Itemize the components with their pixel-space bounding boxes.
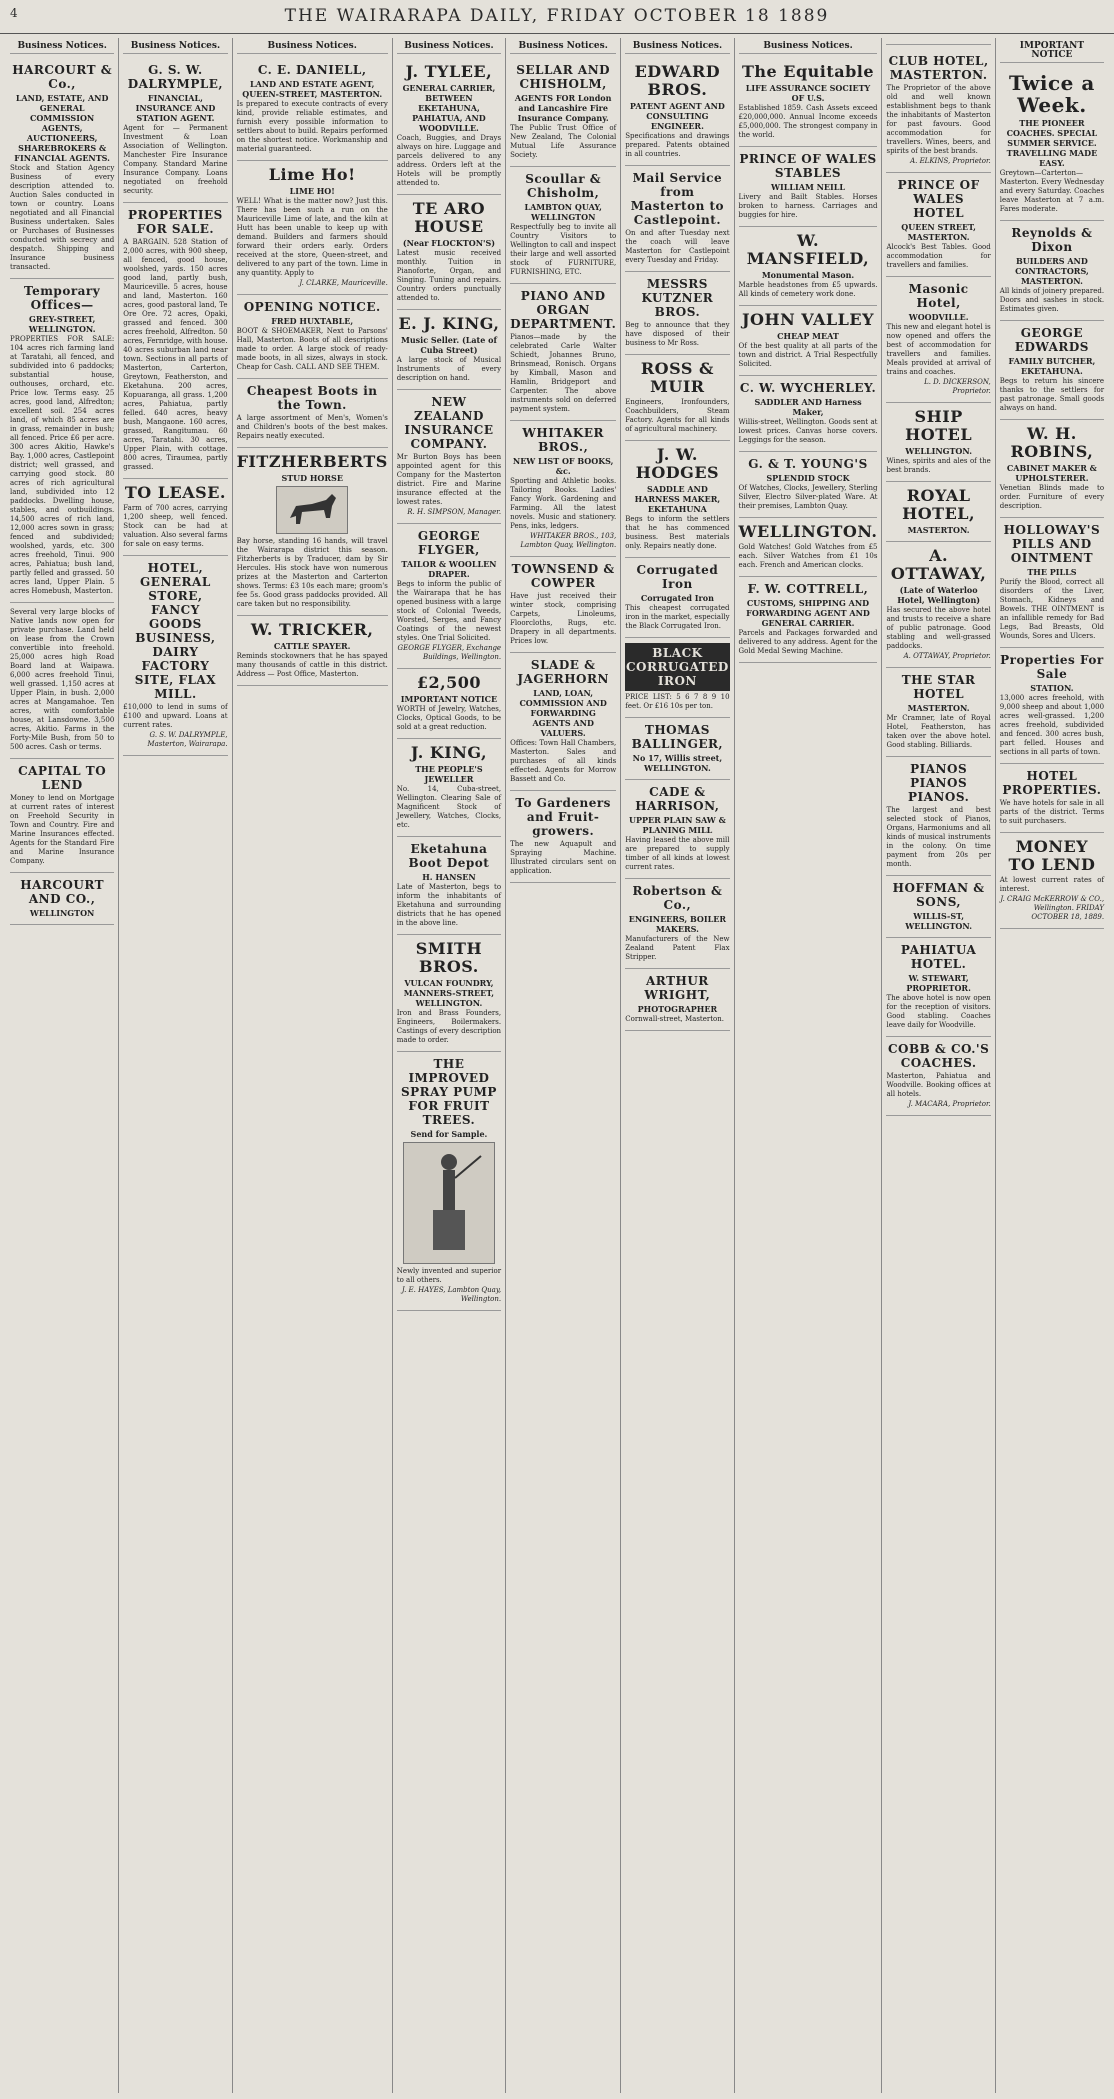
ad-title: FITZHERBERTS: [236, 452, 388, 471]
ad-body: Late of Masterton, begs to inform the inhabitants of Eketahuna and surrounding districts that he has opened in the above line.: [396, 883, 502, 927]
ad-title: Scoullar & Chisholm,: [525, 172, 602, 200]
ad-body: A large assortment of Men's, Women's and Children's boots of the best makes. Repairs neatly executed.: [236, 414, 388, 440]
column-heading: Business Notices.: [510, 42, 616, 54]
advertisement: [510, 421, 616, 557]
ad-body: Mr Cramner, late of Royal Hotel, Featherston, has taken over the above hotel. Good stabling. Billiards.: [886, 714, 991, 749]
ad-body: Is prepared to execute contracts of every kind, provide reliable estimates, and furnish every possible information to settlers about to build. Repairs performed on the shortest notice. Workmanship and material guaranteed.: [236, 100, 388, 153]
ad-body: Venetian Blinds made to order. Furniture of every description.: [999, 484, 1105, 510]
advertisement: [886, 277, 990, 403]
ad-title: To Gardeners and Fruit-growers.: [515, 796, 611, 838]
ad-subtitle: SADDLER AND Harness Maker,: [754, 397, 862, 417]
ad-body: Have just received their winter stock, comprising Carpets, Linoleums, Floorcloths, Rugs, etc. Drapery in all departments. Prices low.: [510, 592, 617, 645]
ad-title: E. J. KING,: [398, 314, 500, 333]
ad-body: Parcels and Packages forwarded and delivered to any address. Agent for the Gold Medal Sewing Machine.: [738, 629, 878, 655]
ad-signature: J. E. HAYES, Lambton Quay, Wellington.: [401, 1286, 502, 1303]
ad-body: Willis-street, Wellington. Goods sent at lowest prices. Canvas horse covers. Leggings for the season.: [738, 418, 878, 444]
advertisement: [1000, 648, 1104, 764]
advertisement: [625, 638, 729, 718]
ad-subtitle: Send for Sample.: [410, 1129, 488, 1139]
ad-title: Eketahuna Boot Depot: [408, 842, 490, 870]
ad-title: C. W. WYCHERLEY.: [739, 381, 877, 395]
ad-title: J. KING,: [410, 743, 488, 762]
ad-body: Beg to announce that they have disposed of their business to Mr Ross.: [625, 321, 730, 347]
column-heading: IMPORTANT NOTICE: [1000, 42, 1104, 63]
ad-subtitle: CUSTOMS, SHIPPING AND FORWARDING AGENT AND GENERAL CARRIER.: [746, 598, 870, 628]
spray-pump-illustration: [403, 1142, 495, 1264]
ad-body: Farm of 700 acres, carrying 1,200 sheep, well fenced. Stock can be had at valuation. Also several farms for sale on easy terms.: [123, 504, 228, 548]
ad-body: A large stock of Musical Instruments of every description on hand.: [396, 356, 502, 382]
advertisement: [886, 542, 990, 668]
ad-subtitle: CATTLE SPAYER.: [273, 641, 351, 651]
advertisement: [886, 482, 990, 542]
ad-title: OPENING NOTICE.: [243, 300, 381, 314]
ad-body: The Public Trust Office of New Zealand, The Colonial Mutual Life Assurance Society.: [510, 124, 617, 159]
ad-subtitle: LAND, ESTATE, AND GENERAL COMMISSION AGENTS, AUCTIONEERS, SHAREBROKERS & FINANCIAL AGENTS.: [14, 93, 110, 163]
ad-title: A. OTTAWAY,: [890, 546, 987, 583]
ad-title: HOLLOWAY'S PILLS AND OINTMENT: [1003, 523, 1101, 565]
ad-subtitle: GENERAL CARRIER, BETWEEN EKETAHUNA, PAHIATUA, AND WOODVILLE.: [402, 83, 496, 133]
ad-subtitle: MASTERTON.: [907, 525, 970, 535]
advertisement: [123, 556, 227, 756]
column-7: [735, 38, 883, 2093]
ad-subtitle: THE PEOPLE'S JEWELLER: [415, 764, 483, 784]
ad-body: Greytown—Carterton—Masterton. Every Wednesday and every Saturday. Coaches leave Masterton at 7 a.m. Fares moderate.: [999, 169, 1105, 213]
ad-title: TO LEASE.: [124, 483, 226, 502]
ad-body: Several very large blocks of Native lands now open for private purchase. Land held on lease from the Crown convertible into freehold. 25,000 acres high Road Board land at Waipawa. 6,000 acres freehold Tinui, well grassed. 1,150 acres at Upper Plain, in bush. 2,000 acres at Mangamahoe. Ten acres, with comfortable house, at Lansdowne. 3,500 acres, Akitio. Farms in the Forty-Mile Bush, from 50 to 500 acres. Cash or terms.: [10, 608, 115, 751]
ad-signature: A. OTTAWAY, Proprietor.: [903, 652, 991, 660]
advertisement: [1000, 833, 1104, 929]
ad-body: Alcock's Best Tables. Good accommodation for travellers and families.: [886, 243, 991, 269]
ad-body: Has secured the above hotel and trusts to receive a share of public patronage. Good stabling and well-grassed paddocks.: [886, 606, 991, 650]
advertisement: [397, 58, 501, 195]
column-heading: Business Notices.: [739, 42, 878, 54]
ad-title: TE ARO HOUSE: [412, 199, 486, 236]
ad-title: Reynolds & Dixon: [1011, 226, 1093, 254]
ad-body: Specifications and drawings prepared. Patents obtained in all countries.: [625, 132, 730, 158]
ad-title: PRINCE OF WALES STABLES: [739, 152, 877, 180]
ad-title: W. TRICKER,: [250, 620, 374, 639]
ad-title: The Equitable: [741, 62, 875, 81]
advertisement: [1000, 67, 1104, 221]
horse-illustration: [276, 486, 348, 534]
column-3: [233, 38, 393, 2093]
advertisement: [625, 58, 729, 166]
ad-subtitle: (Late of Waterloo Hotel, Wellington): [897, 585, 981, 605]
ad-subtitle: THE PIONEER COACHES. SPECIAL SUMMER SERVICE. TRAVELLING MADE EASY.: [1006, 118, 1098, 168]
ad-title: F. W. COTTRELL,: [747, 582, 869, 596]
ad-signature: A. ELKINS, Proprietor.: [910, 157, 991, 165]
ad-body: Money to lend on Mortgage at current rates of interest on Freehold Security in Town and Country. Fire and Marine Insurances effected. Agents for the Standard Fire and Marine Insurance Company.: [10, 794, 115, 865]
ad-title: SMITH BROS.: [415, 939, 483, 976]
ad-subtitle: LAMBTON QUAY, WELLINGTON: [524, 202, 602, 222]
ad-body: Marble headstones from £5 upwards. All kinds of cemetery work done.: [738, 281, 878, 298]
advertisement: [1000, 420, 1104, 518]
ad-body: Coach, Buggies, and Drays always on hire. Luggage and parcels delivered to any address. Orders left at the Hotels will be promptly attended to.: [396, 134, 502, 187]
ad-body: BOOT & SHOEMAKER, Next to Parsons' Hall, Masterton. Boots of all descriptions made to order. A large stock of ready-made boots, in all sizes, always in stock. Cheap for Cash. CALL AND SEE THEM.: [236, 327, 388, 371]
ad-title: J. W. HODGES: [635, 445, 720, 482]
advertisement: [625, 780, 729, 879]
advertisement: [397, 390, 501, 524]
ad-title: PAHIATUA HOTEL.: [900, 943, 977, 971]
column-heading: Business Notices.: [625, 42, 729, 54]
ad-subtitle: BUILDERS AND CONTRACTORS, MASTERTON.: [1015, 256, 1089, 286]
advertisement: [237, 448, 388, 616]
advertisement: [1000, 518, 1104, 648]
ad-subtitle: WELLINGTON: [29, 908, 95, 918]
advertisement: [625, 166, 729, 272]
advertisement: [625, 441, 729, 558]
advertisement: [123, 479, 227, 556]
ad-body: Pianos—made by the celebrated Carle Walter Schiedt, Johannes Bruno, Brinsmead, Ronisch. Organs by Kimball, Mason and Hamlin, Bridgeport and Carpenter. The above instruments sold on deferred payment system.: [510, 333, 617, 413]
ad-body: At lowest current rates of interest.: [999, 876, 1105, 893]
ad-title: THOMAS BALLINGER,: [631, 723, 724, 751]
page-number: 4: [10, 6, 20, 20]
ad-signature: L. D. DICKERSON, Proprietor.: [924, 378, 991, 395]
advertisement: [237, 58, 388, 161]
advertisement: [625, 969, 729, 1031]
column-4: [393, 38, 506, 2093]
advertisement: [886, 938, 990, 1037]
advertisement: [1000, 221, 1104, 321]
ad-subtitle: FAMILY BUTCHER, EKETAHUNA.: [1008, 356, 1096, 376]
ad-title: COBB & CO.'S COACHES.: [887, 1042, 990, 1070]
column-heading: Business Notices.: [123, 42, 227, 54]
ad-title: ROYAL HOTEL,: [902, 486, 976, 523]
column-5: [506, 38, 621, 2093]
ad-title: GEORGE FLYGER,: [417, 529, 481, 557]
ad-body: Bay horse, standing 16 hands, will travel the Wairarapa district this season. Fitzherberts is by Traducer, dam by Sir Hercules. His stock have won numerous prizes at the Masterton and Carterton shows. Terms: £3 10s each mare; groom's fee 5s. Good grass paddocks provided. All care taken but no responsibility.: [236, 537, 388, 608]
ad-title: EDWARD BROS.: [634, 62, 721, 99]
ad-body: 13,000 acres freehold, with 9,000 sheep and about 1,000 acres well-grassed. 1,200 acres freehold, subdivided and fenced. 300 acres bush, part felled. Houses and sections in all parts of town.: [999, 694, 1105, 756]
ad-subtitle: Corrugated Iron: [640, 593, 714, 603]
ad-title: C. E. DANIELL,: [257, 63, 367, 77]
advertisement: [510, 167, 616, 284]
ad-subtitle: SADDLE AND HARNESS MAKER, EKETAHUNA: [634, 484, 721, 514]
ad-subtitle: UPPER PLAIN SAW & PLANING MILL: [628, 815, 726, 835]
ad-subtitle: WOODVILLE.: [908, 312, 969, 322]
ad-subtitle: LAND, LOAN, COMMISSION AND FORWARDING AGENTS AND VALUERS.: [519, 688, 607, 738]
column-6: [621, 38, 734, 2093]
advertisement: [886, 1037, 990, 1116]
ad-body: Respectfully beg to invite all Country Visitors to Wellington to call and inspect their large and well assorted stock of FURNITURE, FURNISHING, ETC.: [510, 223, 617, 276]
advertisement: [886, 668, 990, 757]
ad-title: HOFFMAN & SONS,: [892, 881, 985, 909]
ad-subtitle: CHEAP MEAT: [777, 331, 839, 341]
advertisement: [397, 669, 501, 739]
ad-body: Offices: Town Hall Chambers, Masterton. Sales and purchases of all kinds effected. Agents for Morrow Bassett and Co.: [510, 739, 617, 783]
ad-body: The new Aquapult and Spraying Machine. Illustrated circulars sent on application.: [510, 840, 617, 875]
ad-signature: J. CRAIG McKERROW & CO., Wellington. FRIDAY OCTOBER 18, 1889.: [1000, 895, 1105, 921]
ad-body: Begs to inform the settlers that he has commenced business. Best materials only. Repairs neatly done.: [625, 515, 730, 550]
advertisement: [397, 524, 501, 669]
advertisement: [1000, 764, 1104, 833]
ad-title: Properties For Sale: [1000, 653, 1104, 681]
advertisement: [237, 295, 388, 379]
advertisement: [10, 279, 114, 603]
ad-title: TOWNSEND & COWPER: [511, 562, 615, 590]
columns-container: [6, 38, 1108, 2093]
advertisement: [739, 577, 878, 663]
advertisement: [886, 757, 990, 876]
ad-title: WELLINGTON.: [738, 522, 878, 541]
column-8: [882, 38, 995, 2093]
ad-subtitle: STUD HORSE: [281, 473, 343, 483]
ad-subtitle: FINANCIAL, INSURANCE AND STATION AGENT.: [135, 93, 216, 123]
ad-signature: J. CLARKE, Mauriceville.: [299, 279, 388, 287]
ad-title: BLACK CORRUGATED IRON: [625, 643, 729, 691]
advertisement: [625, 879, 729, 969]
ad-subtitle: PHOTOGRAPHER: [637, 1004, 718, 1014]
ad-subtitle: WELLINGTON.: [905, 446, 972, 456]
ad-body: Cornwall-street, Masterton.: [625, 1015, 724, 1023]
ad-subtitle: W. STEWART, PROPRIETOR.: [906, 973, 971, 993]
advertisement: [886, 173, 990, 277]
column-1: [6, 38, 119, 2093]
ad-title: Corrugated Iron: [636, 563, 719, 591]
ad-title: CAPITAL TO LEND: [18, 764, 107, 792]
ad-subtitle: No 17, Willis street, WELLINGTON.: [632, 753, 723, 773]
ad-title: HOTEL PROPERTIES.: [1002, 769, 1102, 797]
ad-body: Purify the Blood, correct all disorders of the Liver, Stomach, Kidneys and Bowels. THE OINTMENT is an infallible remedy for Bad Legs, Bad Breasts, Old Wounds, Sores and Ulcers.: [999, 578, 1105, 640]
ad-subtitle: FRED HUXTABLE,: [271, 316, 354, 326]
advertisement: [510, 653, 616, 791]
advertisement: [625, 272, 729, 355]
ad-title: HARCOURT & Co.,: [12, 63, 113, 91]
ad-signature: J. MACARA, Proprietor.: [908, 1100, 991, 1108]
ad-subtitle: IMPORTANT NOTICE: [400, 694, 498, 704]
advertisement: [739, 376, 878, 452]
ad-subtitle: H. HANSEN: [422, 872, 476, 882]
advertisement: [397, 310, 501, 390]
ad-title: Lime Ho!: [268, 165, 356, 184]
ad-title: Cheapest Boots in the Town.: [246, 384, 378, 412]
ad-signature: G. S. W. DALRYMPLE, Masterton, Wairarapa.: [147, 731, 228, 748]
ad-title: Mail Service from Masterton to Castlepoint.: [630, 171, 725, 227]
ad-body: Iron and Brass Founders, Engineers, Boilermakers. Castings of every description made to order.: [396, 1009, 502, 1044]
advertisement: [739, 227, 878, 306]
advertisement: [10, 759, 114, 873]
advertisement: [510, 58, 616, 167]
ad-title: PIANOS PIANOS PIANOS.: [907, 762, 970, 804]
ad-title: WHITAKER BROS.,: [522, 426, 604, 454]
masthead: [0, 6, 1114, 40]
ad-body: The above hotel is now open for the reception of visitors. Good stabling. Coaches leave daily for Woodville.: [886, 994, 991, 1029]
advertisement: [1000, 321, 1104, 420]
ad-title: J. TYLEE,: [405, 62, 493, 81]
ad-title: G. S. W. DALRYMPLE,: [127, 63, 224, 91]
advertisement: [397, 837, 501, 935]
ad-body: Manufacturers of the New Zealand Patent Flax Stripper.: [625, 935, 730, 961]
ad-body: PRICE LIST: 5 6 7 8 9 10 feet. Or £16 10s per ton.: [625, 693, 730, 710]
ad-title: MESSRS KUTZNER BROS.: [641, 277, 714, 319]
advertisement: [739, 58, 878, 147]
ad-title: Masonic Hotel,: [908, 282, 969, 310]
column-heading: Business Notices.: [397, 42, 501, 54]
ad-body: Having leased the above mill are prepared to supply timber of all kinds at lowest current rates.: [625, 836, 730, 871]
column-heading: [886, 42, 990, 45]
ad-title: CLUB HOTEL, MASTERTON.: [888, 54, 989, 82]
ad-body: Agent for — Permanent Investment & Loan Association of Wellington. Manchester Fire Insurance Company. Standard Marine Insurance Company. Loans negotiated on freehold security.: [123, 124, 228, 195]
ad-body: Gold Watches! Gold Watches from £5 each. Silver Watches from £1 10s each. French and American clocks.: [738, 543, 878, 569]
ad-title: £2,500: [416, 673, 482, 692]
ad-subtitle: THE PILLS: [1027, 567, 1077, 577]
advertisement: [237, 616, 388, 686]
advertisement: [510, 284, 616, 421]
advertisement: [123, 203, 227, 479]
ad-body: Latest music received monthly. Tuition in Pianoforte, Organ, and Singing. Tuning and repairs. Country orders punctually attended to.: [396, 249, 502, 302]
ad-body: All kinds of joinery prepared. Doors and sashes in stock. Estimates given.: [999, 287, 1105, 313]
ad-body: Established 1859. Cash Assets exceed £20,000,000. Annual Income exceeds £5,000,000. The strongest company in the world.: [738, 104, 878, 139]
advertisement: [237, 161, 388, 295]
ad-title: THE STAR HOTEL: [901, 673, 976, 701]
ad-subtitle: LAND AND ESTATE AGENT, QUEEN-STREET, MASTERTON.: [242, 79, 383, 99]
advertisement: [625, 558, 729, 638]
advertisement: [625, 718, 729, 780]
column-9: [996, 38, 1108, 2093]
ad-body: We have hotels for sale in all parts of the district. Terms to suit purchasers.: [999, 799, 1105, 825]
ad-title: THE IMPROVED SPRAY PUMP FOR FRUIT TREES.: [400, 1057, 497, 1127]
ad-subtitle: WILLIAM NEILL: [771, 182, 845, 192]
ad-title: SLADE & JAGERHORN: [517, 658, 609, 686]
ad-title: PRINCE OF WALES HOTEL: [897, 178, 980, 220]
ad-subtitle: VULCAN FOUNDRY, MANNERS-STREET, WELLINGTON.: [403, 978, 495, 1008]
ad-body: Of Watches, Clocks, Jewellery, Sterling Silver, Electro Silver-plated Ware. At their premises, Lambton Quay.: [738, 484, 878, 510]
ad-body: This cheapest corrugated iron in the market, especially the Black Corrugated Iron.: [625, 604, 730, 630]
advertisement: [886, 876, 990, 938]
ad-title: Temporary Offices—: [24, 284, 101, 312]
ad-subtitle: Monumental Mason.: [761, 270, 855, 280]
ad-body: PROPERTIES FOR SALE: 104 acres rich farming land at Taratahi, all fenced, and subdivided into 6 paddocks; substantial house, outhouses, orchard, etc. Price low. Terms easy. 25 acres, good land, Alfredton; excellent soil. 254 acres land, of which 85 acres are in grass, remainder in bush; all fenced. Price £6 per acre. 300 acres Akitio, Hawke's Bay. 1,000 acres, Castlepoint district; well grassed, and carrying good stock. 80 acres of rich agricultural land, subdivided into 12 paddocks. Dwelling house, stables, and outbuildings. 14,500 acres of rich land, 12,000 acres sown in grass; fenced and subdivided; woolshed, yards, etc. 300 acres freehold, Tinui. 900 acres, Pahiatua; bush land, partly felled and grassed. 50 acres land, Upper Plain. 5 acres Homebush, Masterton.: [10, 335, 115, 595]
advertisement: [739, 306, 878, 376]
ad-body: On and after Tuesday next the coach will leave Masterton for Castlepoint every Tuesday and Friday.: [625, 229, 730, 264]
advertisement: [739, 518, 878, 577]
ad-title: PIANO AND ORGAN DEPARTMENT.: [510, 289, 617, 331]
ad-subtitle: LIFE ASSURANCE SOCIETY OF U.S.: [745, 83, 871, 103]
column-heading: Business Notices.: [10, 42, 114, 54]
ad-body: No. 14, Cuba-street, Wellington. Clearing Sale of Magnificent Stock of Jewellery, Watches, Clocks, etc.: [396, 785, 502, 829]
ad-subtitle: (Near FLOCKTON'S): [402, 238, 496, 248]
ad-subtitle: STATION.: [1030, 683, 1074, 693]
newspaper-title: THE WAIRARAPA DAILY, FRIDAY OCTOBER 18 1889: [284, 6, 830, 26]
ad-title: PROPERTIES FOR SALE.: [128, 208, 223, 236]
ad-signature: R. H. SIMPSON, Manager.: [407, 508, 502, 516]
ad-subtitle: ENGINEERS, BOILER MAKERS.: [628, 914, 726, 934]
ad-title: CADE & HARRISON,: [635, 785, 720, 813]
ad-subtitle: MASTERTON.: [907, 703, 970, 713]
ad-subtitle: NEW LIST OF BOOKS, &c.: [512, 456, 614, 476]
ad-signature: GEORGE FLYGER, Exchange Buildings, Wellington.: [397, 644, 502, 661]
advertisement: [397, 935, 501, 1052]
ad-title: G. & T. YOUNG'S: [748, 457, 868, 471]
ad-subtitle: AGENTS FOR London and Lancashire Fire Insurance Company.: [514, 93, 612, 123]
ad-body: Begs to return his sincere thanks to the settlers for past patronage. Small goods always on hand.: [999, 377, 1105, 412]
ad-title: JOHN VALLEY: [741, 310, 875, 329]
ad-body: Engineers, Ironfounders, Coachbuilders, Steam Factory. Agents for all kinds of agricultural machinery.: [625, 398, 730, 433]
ad-title: Twice a Week.: [1008, 71, 1095, 117]
ad-subtitle: Music Seller. (Late of Cuba Street): [400, 335, 497, 355]
ad-body: A BARGAIN. 528 Station of 2,000 acres, with 900 sheep, all fenced, good house, woolshed, yards. 150 acres good land, partly bush, Mauriceville. 5 acres, house and land, Masterton. 160 acres, good pastoral land, Te Ore Ore. 72 acres, Opaki, grassed and fenced. 300 acres freehold, Alfredton. 50 acres, Fernridge, with house. 40 acres suburban land near town. Sections in all parts of Masterton, Carterton, Greytown, Featherston, and Eketahuna. 200 acres, Kopuaranga, all grass. 1,200 acres, Pahiatua, partly felled. 640 acres, heavy bush, Mangaone. 160 acres, grassed, Rangitumau. 60 acres, Taratahi. 30 acres, Upper Plain, with cottage. 800 acres, Tiraumea, partly grassed.: [123, 238, 228, 471]
advertisement: [237, 379, 388, 448]
ad-subtitle: WILLIS-ST, WELLINGTON.: [905, 911, 972, 931]
ad-subtitle: CABINET MAKER & UPHOLSTERER.: [1006, 463, 1097, 483]
ad-body: Begs to inform the public of the Wairarapa that he has opened business with a large stock of Colonial Tweeds, Worsted, Serges, and Fancy Coatings of the newest styles. One Trial Solicited.: [396, 580, 502, 642]
ad-title: HOTEL, GENERAL STORE, FANCY GOODS BUSINESS, DAIRY FACTORY SITE, FLAX MILL.: [134, 561, 217, 701]
advertisement: [886, 49, 990, 173]
ad-body: Masterton, Pahiatua and Woodville. Booking offices at all hotels.: [886, 1072, 991, 1098]
advertisement: [625, 355, 729, 441]
masthead-rule: [0, 33, 1114, 34]
ad-title: W. MANSFIELD,: [746, 231, 870, 268]
ad-title: HARCOURT AND CO.,: [20, 878, 105, 906]
ad-body: The largest and best selected stock of Pianos, Organs, Harmoniums and all kinds of musical instruments in the colony. On time payment from 20s per month.: [886, 806, 991, 868]
ad-body: WELL! What is the matter now? Just this. There has been such a run on the Mauriceville Lime of late, and the kiln at Hutt has been unable to keep up with demand. Builders and farmers should forward their orders early. Orders received at the store, Queen-street, and delivered to any part of the town. Lime in any quantity. Apply to: [236, 197, 388, 277]
ad-body: Wines, spirits and ales of the best brands.: [886, 457, 991, 474]
ad-title: ARTHUR WRIGHT,: [644, 974, 711, 1002]
advertisement: [739, 452, 878, 518]
ad-body: Reminds stockowners that he has spayed many thousands of cattle in this district. Address — Post Office, Masterton.: [236, 652, 388, 678]
ad-subtitle: QUEEN STREET, MASTERTON.: [901, 222, 976, 242]
advertisement: [510, 557, 616, 653]
advertisement: [10, 58, 114, 279]
column-2: [119, 38, 232, 2093]
ad-title: NEW ZEALAND INSURANCE COMPANY.: [404, 395, 494, 451]
advertisement: [739, 147, 878, 227]
advertisement: [397, 739, 501, 837]
advertisement: [123, 58, 227, 203]
ad-title: SELLAR AND CHISHOLM,: [516, 63, 611, 91]
advertisement: [397, 1052, 501, 1311]
ad-body: Newly invented and superior to all others.: [396, 1267, 502, 1284]
ad-title: GEORGE EDWARDS: [1014, 326, 1089, 354]
advertisement: [510, 791, 616, 883]
advertisement: [10, 603, 114, 759]
column-heading: Business Notices.: [237, 42, 388, 54]
ad-title: Robertson & Co.,: [632, 884, 723, 912]
ad-subtitle: LIME HO!: [289, 186, 335, 196]
ad-subtitle: PATENT AGENT AND CONSULTING ENGINEER.: [629, 101, 725, 131]
ad-body: £10,000 to lend in sums of £100 and upward. Loans at current rates.: [123, 703, 228, 729]
ad-subtitle: TAILOR & WOOLLEN DRAPER.: [401, 559, 497, 579]
advertisement: [886, 403, 990, 482]
ad-subtitle: GREY-STREET, WELLINGTON.: [28, 314, 96, 334]
ad-body: This new and elegant hotel is now opened and offers the best of accommodation for travellers and families. Meals provided at arrival of trains and coaches.: [886, 323, 991, 376]
ad-signature: WHITAKER BROS., 103, Lambton Quay, Wellington.: [520, 532, 617, 549]
ad-body: Livery and Bailt Stables. Horses broken to harness. Carriages and buggies for hire.: [738, 193, 878, 219]
ad-title: MONEY TO LEND: [1008, 837, 1096, 874]
ad-body: Of the best quality at all parts of the town and district. A Trial Respectfully Solicited.: [738, 342, 878, 368]
ad-body: Sporting and Athletic books. Tailoring Books. Ladies' Fancy Work. Gardening and Farming. All the latest novels. Music and stationery. Pens, inks, ledgers.: [510, 477, 617, 530]
advertisement: [397, 195, 501, 310]
ad-title: W. H. ROBINS,: [1010, 424, 1094, 461]
ad-body: Mr Burton Boys has been appointed agent for this Company for the Masterton district. Fire and Marine insurance effected at the lowest rates.: [396, 453, 502, 506]
advertisement: [10, 873, 114, 925]
ad-subtitle: SPLENDID STOCK: [766, 473, 850, 483]
ad-body: WORTH of Jewelry, Watches, Clocks, Optical Goods, to be sold at a great reduction.: [396, 705, 502, 731]
ad-body: The Proprietor of the above old and well known establishment begs to thank the inhabitants of Masterton for past favours. Good accommodation for travellers. Wines, beers, and spirits of the best brands.: [886, 84, 991, 155]
ad-title: SHIP HOTEL: [905, 407, 973, 444]
ad-title: ROSS & MUIR: [640, 359, 714, 396]
ad-body: Stock and Station Agency Business of every description attended to. Auction Sales conducted in town or country. Loans negotiated and all Financial Business undertaken. Sales or Purchases of Businesses conducted with secrecy and despatch. Shipping and Insurance business transacted.: [10, 164, 115, 271]
